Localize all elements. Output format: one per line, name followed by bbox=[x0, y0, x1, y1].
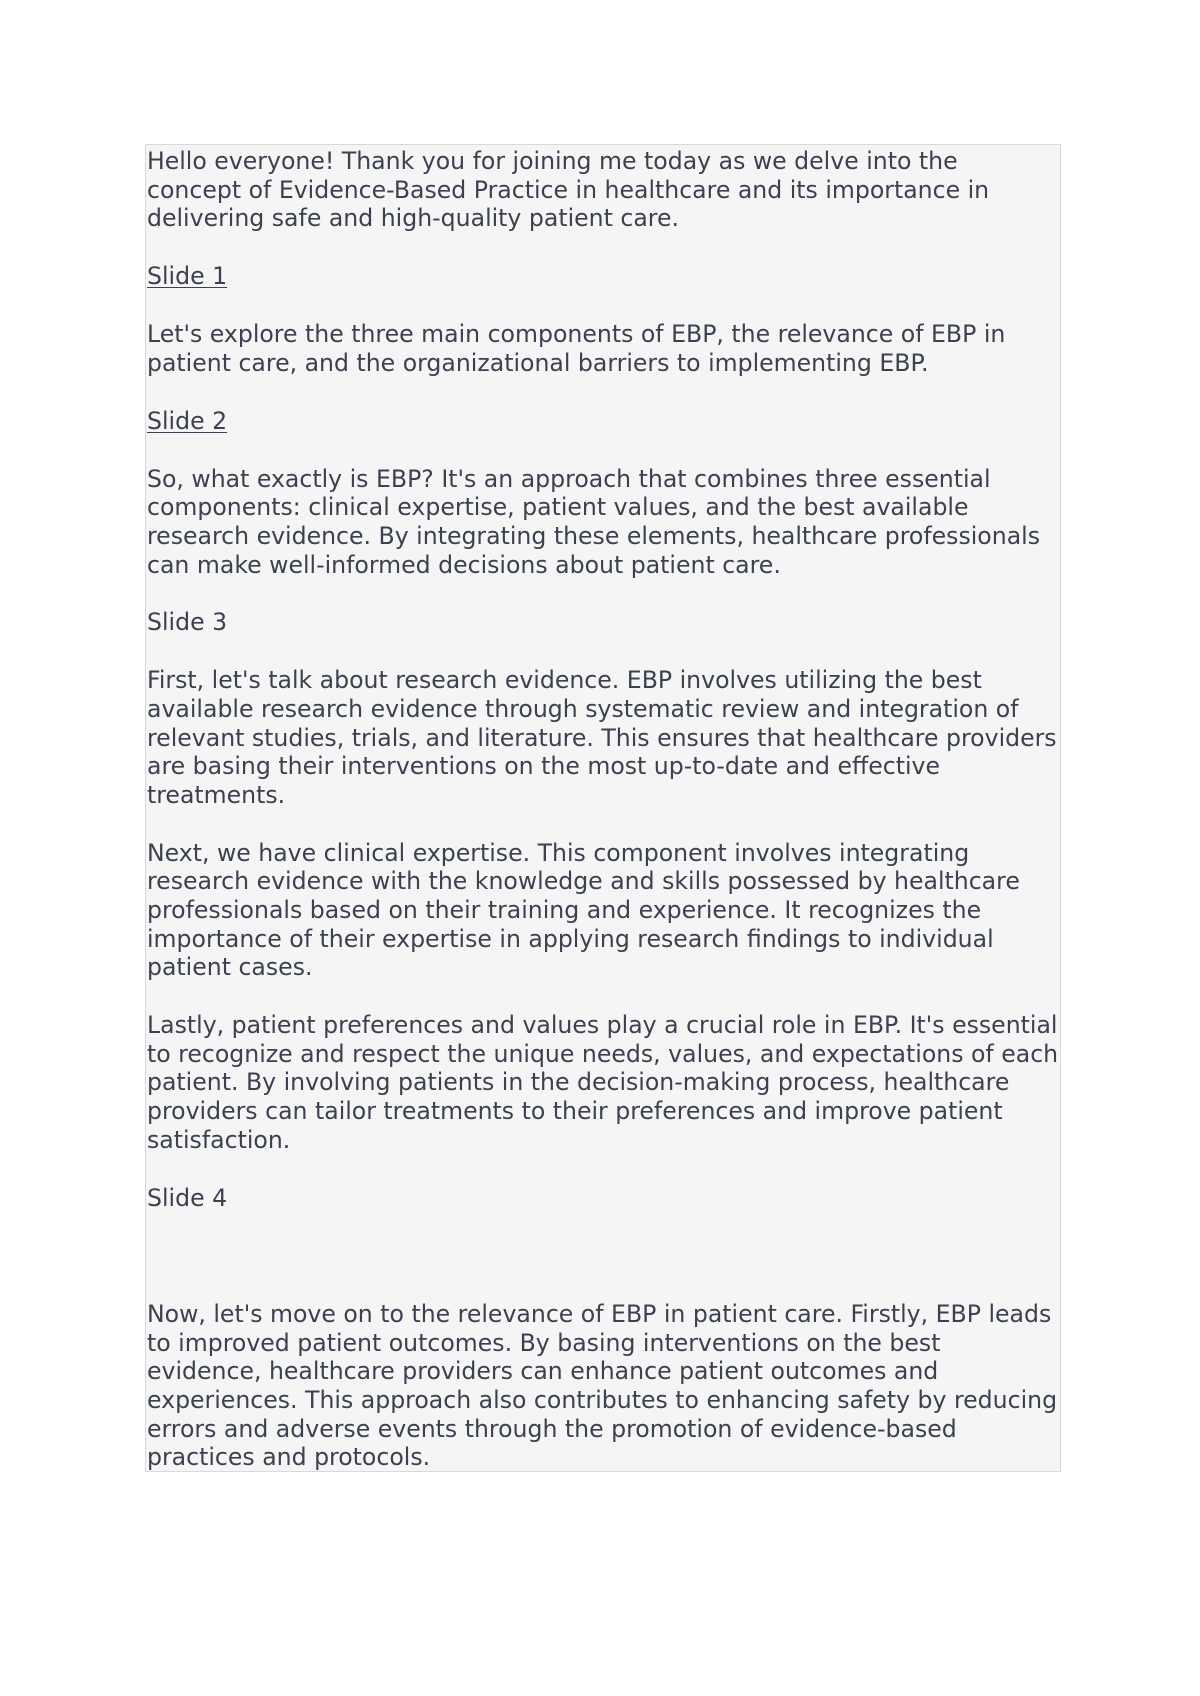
paragraph-spacer bbox=[147, 1212, 1059, 1300]
slide-1-heading[interactable]: Slide 1 bbox=[147, 262, 228, 291]
paragraph-spacer bbox=[147, 809, 1059, 838]
slide-3-paragraph-preferences: Lastly, patient preferences and values play a crucial role in EBP. It's essential to recognize and respect the unique needs, values, and expectations of each patient. By involving patients in the decision-making process, healthcare providers can tailor treatments to their preferences and improve patient satisfaction. bbox=[147, 1011, 1059, 1154]
intro-paragraph: Hello everyone! Thank you for joining me today as we delve into the concept of Evidence-Based Practice in healthcare and its importance in delivering safe and high-quality patient care. bbox=[147, 147, 990, 233]
paragraph-spacer bbox=[147, 233, 1059, 262]
slide-2-paragraph: So, what exactly is EBP? It's an approach that combines three essential components: clinical expertise, patient values, and the best available research evidence. By integrating these elements, healthcare professionals can make well-informed decisions about patient care. bbox=[147, 464, 1041, 579]
script-text-box bbox=[145, 144, 1061, 1472]
slide-3-paragraph-expertise: Next, we have clinical expertise. This component involves integrating research evidence with the knowledge and skills possessed by healthcare professionals based on their training and experience. It recognizes the importance of their expertise in applying research findings to individual patient cases. bbox=[147, 838, 1020, 982]
slide-2-heading[interactable]: Slide 2 bbox=[147, 406, 228, 435]
slide-4-paragraph: Now, let's move on to the relevance of EBP in patient care. Firstly, EBP leads to improved patient outcomes. By basing interventions on the best evidence, healthcare providers can enhance patient outcomes and experiences. This approach also contributes to enhancing safety by reducing errors and adverse events through the promotion of evidence-based practices and protocols. bbox=[147, 1300, 1058, 1472]
paragraph-spacer bbox=[147, 1154, 1059, 1183]
paragraph-spacer bbox=[147, 579, 1059, 608]
paragraph-spacer bbox=[147, 377, 1059, 406]
paragraph-spacer bbox=[147, 291, 1059, 320]
slide-3-heading: Slide 3 bbox=[147, 608, 228, 637]
slide-3-paragraph-research: First, let's talk about research evidence. EBP involves utilizing the best available research evidence through systematic review and integration of relevant studies, trials, and literature. This ensures that healthcare providers are basing their interventions on the most up-to-date and effective treatments. bbox=[147, 666, 1057, 809]
slide-4-heading: Slide 4 bbox=[147, 1183, 228, 1212]
paragraph-spacer bbox=[147, 637, 1059, 666]
paragraph-spacer bbox=[147, 435, 1059, 464]
paragraph-spacer bbox=[147, 982, 1059, 1011]
slide-1-paragraph: Let's explore the three main components of EBP, the relevance of EBP in patient care, and the organizational barriers to implementing EBP. bbox=[147, 320, 1006, 377]
